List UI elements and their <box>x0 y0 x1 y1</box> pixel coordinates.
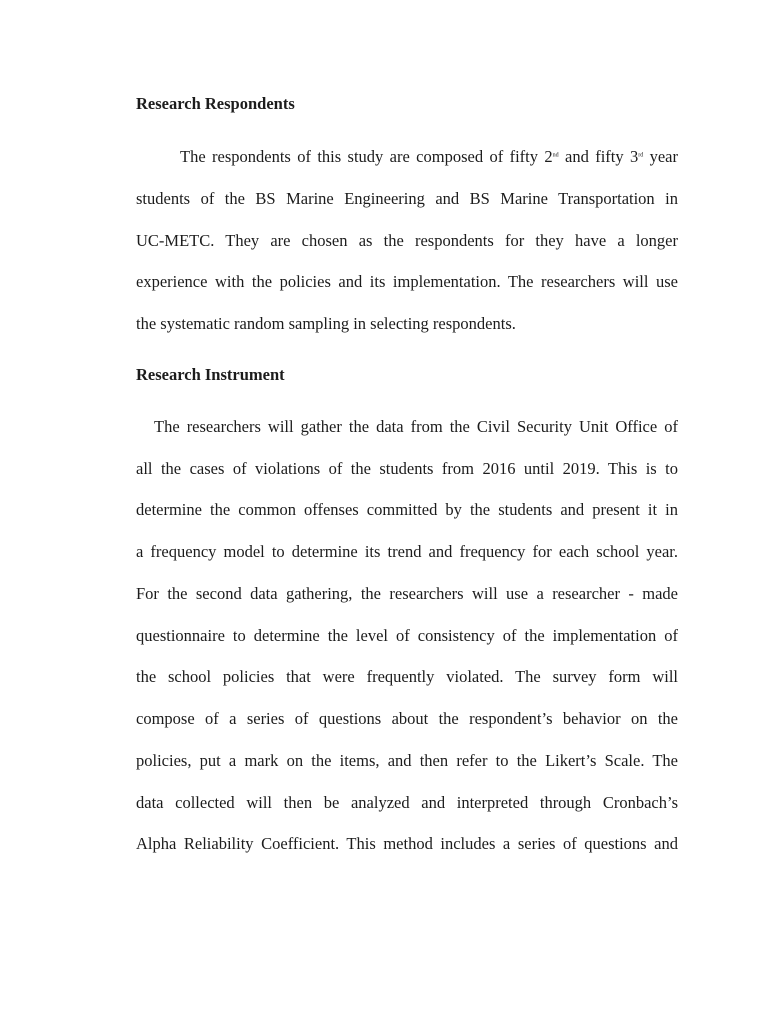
paragraph-text-segment: The respondents of this study are composed of fifty 2 <box>180 147 553 166</box>
paragraph-line: questionnaire to determine the level of consistency of the implementation of <box>136 626 678 645</box>
section-heading-research-respondents: Research Respondents <box>136 94 295 113</box>
paragraph-line: a frequency model to determine its trend and frequency for each school year. <box>136 542 678 561</box>
paragraph-line: data collected will then be analyzed and interpreted through Cronbach’s <box>136 793 678 812</box>
paragraph-line: all the cases of violations of the students from 2016 until 2019. This is to <box>136 459 678 478</box>
paragraph-line: UC-METC. They are chosen as the respondents for they have a longer <box>136 231 678 250</box>
paragraph-line: Alpha Reliability Coefficient. This method includes a series of questions and <box>136 834 678 853</box>
paragraph-line: the school policies that were frequently violated. The survey form will <box>136 667 678 686</box>
paragraph-line: determine the common offenses committed by the students and present it in <box>136 500 678 519</box>
paragraph-line: students of the BS Marine Engineering and BS Marine Transportation in <box>136 189 678 208</box>
paragraph-text-segment: year <box>643 147 678 166</box>
paragraph-line: For the second data gathering, the researchers will use a researcher - made <box>136 584 678 603</box>
paragraph-line: the systematic random sampling in selecting respondents. <box>136 314 516 333</box>
paragraph-line: The researchers will gather the data from the Civil Security Unit Office of <box>154 417 678 436</box>
ordinal-superscript: rd <box>638 152 644 159</box>
paragraph-line: compose of a series of questions about the respondent’s behavior on the <box>136 709 678 728</box>
section-heading-research-instrument: Research Instrument <box>136 365 285 384</box>
ordinal-superscript: nd <box>552 152 559 159</box>
paragraph-line: experience with the policies and its implementation. The researchers will use <box>136 272 678 291</box>
paragraph-line <box>180 147 678 167</box>
paragraph-line: policies, put a mark on the items, and then refer to the Likert’s Scale. The <box>136 751 678 770</box>
paragraph-text-segment: and fifty 3 <box>558 147 639 166</box>
